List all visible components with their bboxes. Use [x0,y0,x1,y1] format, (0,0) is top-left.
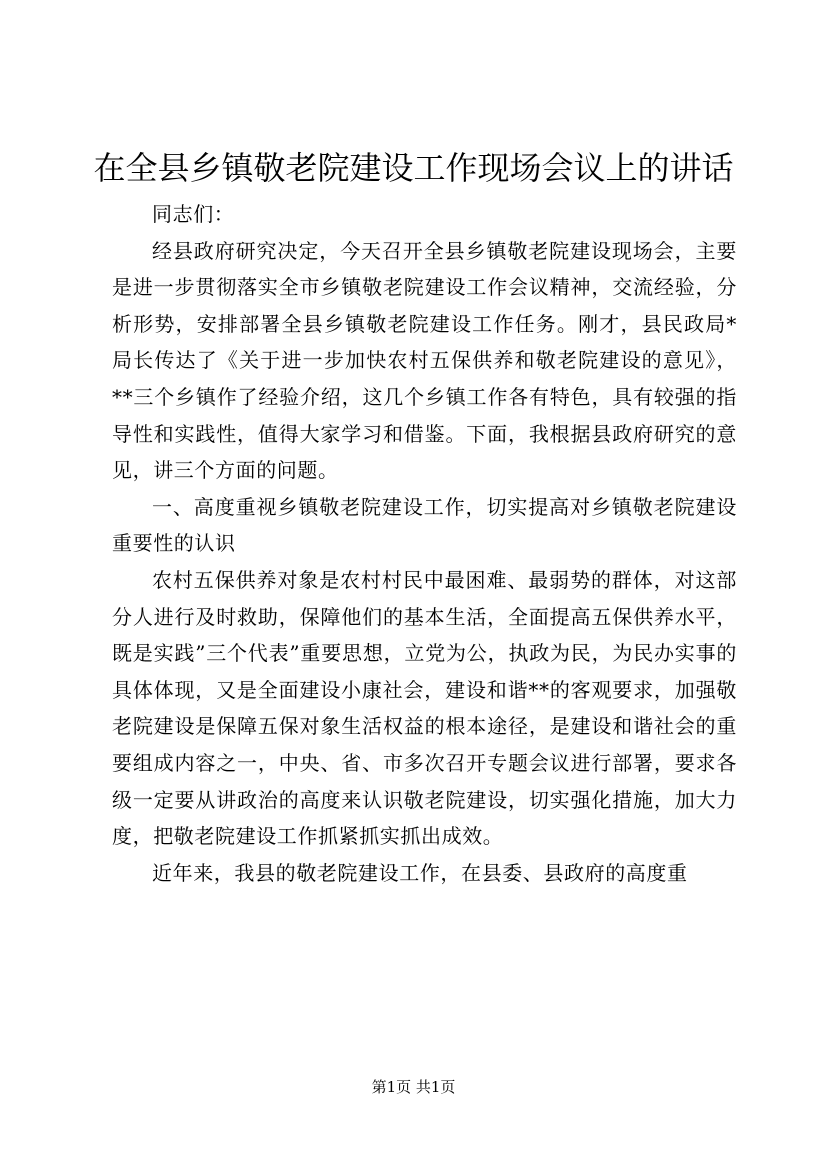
document-title: 在全县乡镇敬老院建设工作现场会议上的讲话 [93,149,734,187]
paragraph-section-body: 农村五保供养对象是农村村民中最困难、最弱势的群体，对这部分人进行及时救助，保障他们的基本生活，全面提高五保供养水平，既是实践”三个代表”重要思想，立党为公，执政为民，为民办实事的具体体现，又是全面建设小康社会，建设和谐**的客观要求，加强敬老院建设是保障五保对象生活权益的根本途径，是建设和谐社会的重要组成内容之一，中央、省、市多次召开专题会议进行部署，要求各级一定要从讲政治的高度来认识敬老院建设，切实强化措施，加大力度，把敬老院建设工作抓紧抓实抓出成效。 [112,567,737,849]
paragraph-salutation: 同志们： [152,202,235,226]
paragraph-intro: 经县政府研究决定，今天召开全县乡镇敬老院建设现场会，主要是进一步贯彻落实全市乡镇敬老院建设工作会议精神，交流经验，分析形势，安排部署全县乡镇敬老院建设工作任务。刚才，县民政局*局长传达了《关于进一步加快农村五保供养和敬老院建设的意见》，**三个乡镇作了经验介绍，这几个乡镇工作各有特色，具有较强的指导性和实践性，值得大家学习和借鉴。下面，我根据县政府研究的意见，讲三个方面的问题。 [112,238,737,483]
document-body [112,196,737,891]
page-number-label: 第1页 共1页 [371,1078,456,1096]
paragraph-section-heading: 一、高度重视乡镇敬老院建设工作，切实提高对乡镇敬老院建设重要性的认识 [112,494,737,556]
paragraph-continuation: 近年来，我县的敬老院建设工作，在县委、县政府的高度重 [152,860,688,885]
page-footer [0,1077,827,1097]
